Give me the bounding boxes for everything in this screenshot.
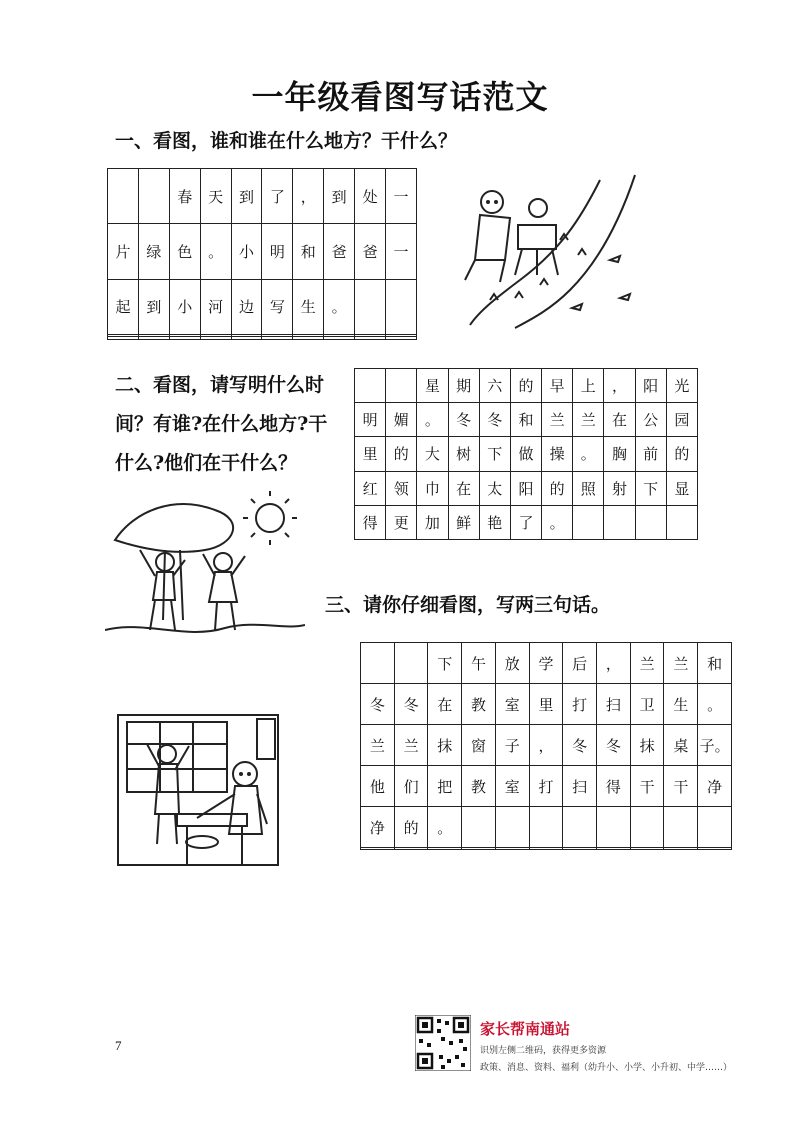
grid-q2-cell: 巾 [417, 471, 448, 505]
grid-q2-cell: 胸 [604, 437, 635, 471]
grid-q3-cell: 放 [495, 643, 529, 684]
grid-q2-cell: 。 [573, 437, 604, 471]
grid-q2-cell: 射 [604, 471, 635, 505]
grid-q2-cell: 。 [542, 505, 573, 539]
grid-q3-cell: 里 [529, 684, 563, 725]
grid-q1-cell [169, 337, 200, 340]
grid-q1-cell: 处 [355, 169, 386, 224]
grid-q2-cell: 星 [417, 369, 448, 403]
grid-q3-cell: 室 [495, 766, 529, 807]
grid-q3-cell: 教 [462, 766, 496, 807]
grid-q1-cell: 生 [293, 279, 324, 334]
grid-q2-cell: 园 [666, 403, 697, 437]
grid-q2-row [355, 369, 698, 403]
grid-q2-cell: 光 [666, 369, 697, 403]
grid-q2-cell: ， [604, 369, 635, 403]
grid-q1-cell: 明 [262, 224, 293, 279]
grid-q3-cell: 打 [563, 684, 597, 725]
grid-q3-row [361, 766, 732, 807]
grid-q2-row [355, 403, 698, 437]
grid-q2-cell [386, 369, 417, 403]
grid-q2-cell: 艳 [479, 505, 510, 539]
grid-q1-cell: 片 [108, 224, 139, 279]
grid-q2-cell: 红 [355, 471, 386, 505]
grid-q3-cell: 干 [664, 766, 698, 807]
grid-q1-cell: 边 [231, 279, 262, 334]
grid-q3-cell: 子 [495, 725, 529, 766]
grid-q1-cell: 到 [324, 169, 355, 224]
grid-q2-cell: 早 [542, 369, 573, 403]
grid-q3-row [361, 643, 732, 684]
writing-grid-2 [354, 368, 698, 540]
grid-q2-cell: 做 [510, 437, 541, 471]
grid-q1-cell: ， [293, 169, 324, 224]
grid-q1-cell: 一 [386, 169, 417, 224]
question-2-line-1: 二、看图，请写明什么时 [115, 374, 325, 396]
grid-q1-cell: 爸 [324, 224, 355, 279]
grid-q3-cell [529, 848, 563, 850]
grid-q2-cell: 照 [573, 471, 604, 505]
grid-q2-cell: 公 [635, 403, 666, 437]
illustration-children-exercising-under-tree [105, 490, 305, 640]
grid-q2-cell: 。 [417, 403, 448, 437]
grid-q2-cell: 和 [510, 403, 541, 437]
grid-q1-cell [138, 337, 169, 340]
writing-grid-1 [107, 168, 417, 340]
grid-q2-cell: 里 [355, 437, 386, 471]
grid-q3-cell: 们 [394, 766, 428, 807]
grid-q3-cell: 干 [630, 766, 664, 807]
grid-q1-cell: 小 [169, 279, 200, 334]
grid-q3-cell: 净 [698, 766, 732, 807]
grid-q3-cell: 和 [698, 643, 732, 684]
grid-q1-cell: 小 [231, 224, 262, 279]
grid-q2-cell: 下 [479, 437, 510, 471]
grid-q2-cell: 期 [448, 369, 479, 403]
grid-q3-cell: 冬 [597, 725, 631, 766]
grid-q3-cell: ， [597, 643, 631, 684]
grid-q3-cell: 兰 [664, 643, 698, 684]
question-2-line-2: 间？有谁?在什么地方?干 [115, 413, 328, 435]
grid-q3-cell: 的 [394, 807, 428, 848]
grid-q2-cell [355, 369, 386, 403]
page-title: 一年级看图写话范文 [251, 78, 549, 116]
writing-grid-3 [360, 642, 732, 850]
grid-q3-cell: 兰 [630, 643, 664, 684]
grid-q3-cell [361, 643, 395, 684]
grid-q2-cell: 的 [666, 437, 697, 471]
grid-q1-cell: 一 [386, 224, 417, 279]
grid-q3-cell: 冬 [361, 684, 395, 725]
grid-q3-cell: 扫 [563, 766, 597, 807]
grid-q2-cell: 阳 [510, 471, 541, 505]
grid-q2-cell: 得 [355, 505, 386, 539]
grid-q2-cell: 鲜 [448, 505, 479, 539]
grid-q3-cell [563, 807, 597, 848]
illustration-father-son-sketching [460, 170, 660, 330]
grid-q3-cell: 教 [462, 684, 496, 725]
grid-q3-cell: 他 [361, 766, 395, 807]
grid-q1-cell [108, 169, 139, 224]
grid-q3-cell: 抹 [630, 725, 664, 766]
grid-q3-cell: 打 [529, 766, 563, 807]
grid-q2-cell: 加 [417, 505, 448, 539]
grid-q2-cell: 明 [355, 403, 386, 437]
grid-q1-row [108, 337, 417, 340]
grid-q3-cell [630, 807, 664, 848]
grid-q3-row [361, 848, 732, 850]
grid-q3-cell: 窗 [462, 725, 496, 766]
grid-q3-cell: 冬 [394, 684, 428, 725]
question-2-line-3: 什么?他们在干什么？ [115, 452, 298, 474]
grid-q3-cell [394, 643, 428, 684]
grid-q1-cell: 到 [231, 169, 262, 224]
grid-q3-cell [361, 848, 395, 850]
grid-q2-cell: 上 [573, 369, 604, 403]
grid-q2-cell: 更 [386, 505, 417, 539]
grid-q3-cell [394, 848, 428, 850]
grid-q3-cell [597, 807, 631, 848]
grid-q3-cell [664, 807, 698, 848]
grid-q3-cell: 扫 [597, 684, 631, 725]
question-3-prompt: 三、请你仔细看图，写两三句话。 [325, 594, 611, 616]
question-1-prompt: 一、看图，谁和谁在什么地方？干什么？ [115, 130, 458, 152]
grid-q1-cell [386, 279, 417, 334]
grid-q1-cell: 起 [108, 279, 139, 334]
grid-q3-cell: 在 [428, 684, 462, 725]
grid-q3-cell: ， [529, 725, 563, 766]
grid-q1-cell [262, 337, 293, 340]
grid-q3-cell [495, 848, 529, 850]
grid-q2-cell: 树 [448, 437, 479, 471]
grid-q3-cell: 子。 [698, 725, 732, 766]
grid-q1-row [108, 279, 417, 334]
grid-q1-cell [231, 337, 262, 340]
grid-q3-cell: 后 [563, 643, 597, 684]
grid-q3-cell: 得 [597, 766, 631, 807]
grid-q2-cell: 冬 [479, 403, 510, 437]
grid-q3-cell: 冬 [563, 725, 597, 766]
grid-q1-cell [355, 337, 386, 340]
grid-q1-cell: 春 [169, 169, 200, 224]
qr-code-icon [415, 1015, 471, 1075]
grid-q3-cell [630, 848, 664, 850]
grid-q2-cell [573, 505, 604, 539]
grid-q3-cell [529, 807, 563, 848]
grid-q3-row [361, 725, 732, 766]
grid-q2-cell: 在 [448, 471, 479, 505]
grid-q2-cell [666, 505, 697, 539]
grid-q3-cell: 下 [428, 643, 462, 684]
grid-q2-cell: 的 [542, 471, 573, 505]
grid-q1-cell [108, 337, 139, 340]
grid-q1-cell: 和 [293, 224, 324, 279]
grid-q3-row [361, 684, 732, 725]
grid-q3-cell [428, 848, 462, 850]
grid-q1-row [108, 169, 417, 224]
grid-q2-cell: 显 [666, 471, 697, 505]
grid-q2-cell: 在 [604, 403, 635, 437]
grid-q3-cell: 兰 [361, 725, 395, 766]
grid-q3-cell: 。 [428, 807, 462, 848]
grid-q1-cell: 到 [138, 279, 169, 334]
grid-q1-cell [355, 279, 386, 334]
grid-q3-cell: 抹 [428, 725, 462, 766]
grid-q3-cell: 午 [462, 643, 496, 684]
grid-q3-cell: 桌 [664, 725, 698, 766]
grid-q2-cell: 太 [479, 471, 510, 505]
grid-q3-cell [597, 848, 631, 850]
grid-q1-cell: 天 [200, 169, 231, 224]
grid-q3-cell: 把 [428, 766, 462, 807]
grid-q2-cell [604, 505, 635, 539]
grid-q2-cell [635, 505, 666, 539]
grid-q1-row [108, 224, 417, 279]
grid-q1-cell: 河 [200, 279, 231, 334]
illustration-children-cleaning-classroom [117, 714, 279, 866]
grid-q3-cell [462, 848, 496, 850]
grid-q2-cell: 的 [386, 437, 417, 471]
grid-q3-row [361, 807, 732, 848]
grid-q1-cell: 色 [169, 224, 200, 279]
grid-q1-cell [200, 337, 231, 340]
grid-q2-cell: 兰 [542, 403, 573, 437]
grid-q2-cell: 的 [510, 369, 541, 403]
grid-q3-cell [495, 807, 529, 848]
grid-q2-cell: 兰 [573, 403, 604, 437]
grid-q2-row [355, 505, 698, 539]
grid-q3-cell [698, 807, 732, 848]
grid-q1-cell: 。 [200, 224, 231, 279]
grid-q3-cell [462, 807, 496, 848]
grid-q2-cell: 阳 [635, 369, 666, 403]
grid-q1-cell [138, 169, 169, 224]
grid-q3-cell: 净 [361, 807, 395, 848]
grid-q2-cell: 冬 [448, 403, 479, 437]
grid-q2-cell: 了 [510, 505, 541, 539]
grid-q1-cell: 写 [262, 279, 293, 334]
grid-q2-cell: 前 [635, 437, 666, 471]
grid-q3-cell: 兰 [394, 725, 428, 766]
grid-q2-row [355, 471, 698, 505]
grid-q1-cell [293, 337, 324, 340]
grid-q2-row [355, 437, 698, 471]
grid-q1-cell: 爸 [355, 224, 386, 279]
grid-q3-cell [664, 848, 698, 850]
grid-q1-cell: 了 [262, 169, 293, 224]
page-number: 7 [115, 1038, 122, 1053]
grid-q2-cell: 六 [479, 369, 510, 403]
grid-q3-cell [563, 848, 597, 850]
grid-q1-cell: 绿 [138, 224, 169, 279]
grid-q3-cell: 生 [664, 684, 698, 725]
brand-name: 家长帮南通站 [480, 1020, 571, 1038]
grid-q3-cell: 学 [529, 643, 563, 684]
question-2-prompt [115, 366, 327, 483]
grid-q1-cell [386, 337, 417, 340]
grid-q2-cell: 媚 [386, 403, 417, 437]
promo-line-1: 识别左侧二维码，获得更多资源 [480, 1046, 607, 1056]
promo-line-2: 政策、消息、资料、福利（幼升小、小学、小升初、中学……） [480, 1063, 733, 1073]
grid-q2-cell: 领 [386, 471, 417, 505]
grid-q3-cell: 。 [698, 684, 732, 725]
grid-q3-cell: 卫 [630, 684, 664, 725]
grid-q1-cell: 。 [324, 279, 355, 334]
grid-q2-cell: 下 [635, 471, 666, 505]
grid-q3-cell [698, 848, 732, 850]
grid-q2-cell: 大 [417, 437, 448, 471]
grid-q3-cell: 室 [495, 684, 529, 725]
grid-q2-cell: 操 [542, 437, 573, 471]
grid-q1-cell [324, 337, 355, 340]
